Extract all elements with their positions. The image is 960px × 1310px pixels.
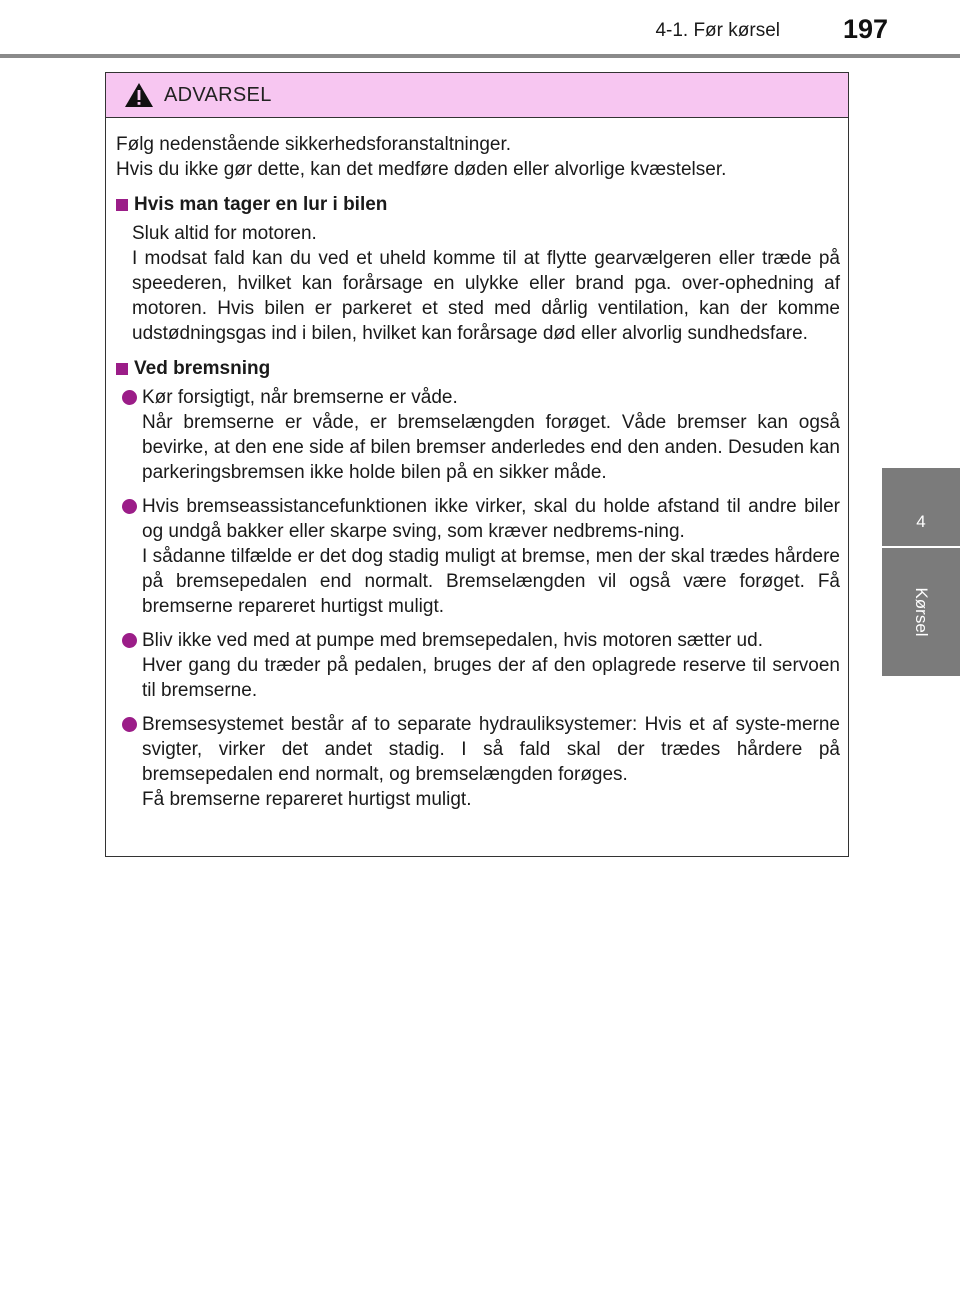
list-item [116,628,840,703]
square-bullet-icon [116,363,128,375]
bullet-line: Hvis bremseassistancefunktionen ikke virker, skal du holde afstand til andre biler og undgå bakker eller skarpe sving, som kræver nedbrems-ning. [142,496,840,542]
section-heading-text: Hvis man tager en lur i bilen [134,194,388,215]
list-item-text [142,628,840,703]
circle-bullet-icon [122,390,137,405]
circle-bullet-icon [122,717,137,732]
header-section-title: 4-1. Før kørsel [655,20,780,41]
paragraph: I modsat fald kan du ved et uheld komme til at flytte gearvælgeren eller træde på speederen, hvilket kan forårsage en ulykke eller brand pga. over-ophedning af motoren. Hvis bilen er parkeret et sted med dårlig ventilation, kan der komme udstødningsgas ind i bilen, hvilket kan forårsage død eller alvorlig sundhedsfare. [132,248,840,344]
bullet-line: Bliv ikke ved med at pumpe med bremsepedalen, hvis motoren sætter ud. [142,630,763,651]
bullet-line: I sådanne tilfælde er det dog stadig muligt at bremse, men der skal trædes hårdere på bremsepedalen end normalt. Bremselængden vil også være forøget. Få bremserne repareret hurtigst muligt. [142,546,840,617]
chapter-label: Kørsel [912,587,931,637]
bullet-line: Hver gang du træder på pedalen, bruges der af den oplagrede reserve til servoen til bremserne. [142,655,840,701]
intro-line: Følg nedenstående sikkerhedsforanstaltninger. [116,134,512,155]
chapter-tab-divider [882,546,960,548]
list-item-text [142,385,840,485]
warning-title: ADVARSEL [164,83,272,106]
chapter-tab [882,468,960,676]
section-heading-braking [116,356,840,381]
list-item [116,385,840,485]
warning-triangle-icon [124,81,154,109]
page-number: 197 [842,14,888,44]
section-braking [116,356,840,812]
square-bullet-icon [116,199,128,211]
section-paragraphs [116,221,840,346]
warning-header [106,73,848,118]
circle-bullet-icon [122,633,137,648]
list-item-text [142,494,840,619]
header-rule [0,54,960,58]
circle-bullet-icon [122,499,137,514]
warning-box [105,72,849,857]
bullet-line: Bremsesystemet består af to separate hydrauliksystemer: Hvis et af syste-merne svigter, virker det andet stadig. I så fald skal der trædes hårdere på bremsepedalen end normalt, og bremselængden forøges. [142,714,840,785]
list-item-text [142,712,840,812]
bullet-line: Når bremserne er våde, er bremselængden forøget. Våde bremser kan også bevirke, at den ene side af bilen bremser anderledes end den anden. Desuden kan parkeringsbremsen ikke holde bilen på en sikker måde. [142,412,840,483]
section-nap [116,192,840,346]
intro-line: Hvis du ikke gør dette, kan det medføre døden eller alvorlige kvæstelser. [116,159,727,180]
paragraph: Sluk altid for motoren. [132,223,317,244]
list-item [116,494,840,619]
chapter-number: 4 [916,512,926,531]
bullet-line: Få bremserne repareret hurtigst muligt. [142,789,472,810]
warning-body [106,118,848,812]
section-heading-nap [116,192,840,217]
warning-intro [116,132,840,182]
section-heading-text: Ved bremsning [134,358,271,379]
list-item [116,712,840,812]
bullet-line: Kør forsigtigt, når bremserne er våde. [142,387,458,408]
